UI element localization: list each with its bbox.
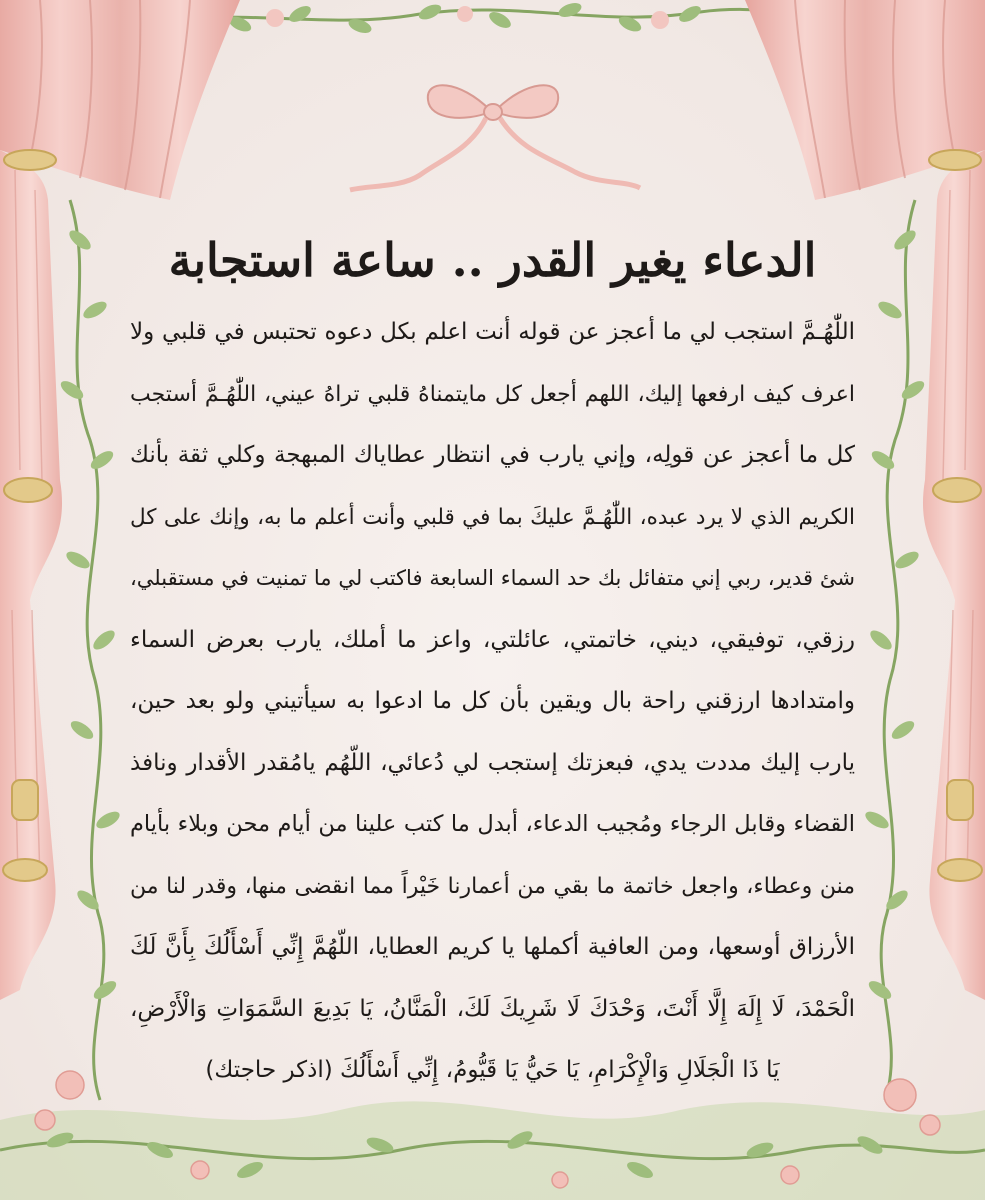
prayer-line: كل ما أعجز عن قولِه، وإني يارب في انتظار عطاياك المبهجة وكلي ثقة بأنك: [130, 442, 855, 468]
left-curtain-top: [0, 0, 240, 200]
prayer-line: يارب إليك مددت يدي، فبعزتك إستجب لي دُعائي، اللّهُم يامُقدر الأقدار ونافذ: [130, 749, 855, 776]
prayer-title: الدعاء يغير القدر .. ساعة استجابة: [168, 233, 817, 287]
ribbon-bow: [350, 85, 640, 190]
prayer-line: يَا ذَا الْجَلَالِ وَالْإِكْرَامِ، يَا حَيُّ يَا قَيُّومُ، إِنِّي أَسْأَلُكَ (اذكر حاجتك): [205, 1057, 780, 1083]
right-curtain-side: [923, 150, 985, 1000]
prayer-line: رزقي، توفيقي، ديني، خاتمتي، عائلتي، واعز ما أملك، يارب بعرض السماء: [130, 626, 855, 653]
prayer-line: منن وعطاء، واجعل خاتمة ما بقي من أعمارنا خَيْراً مما انقضى منها، وقدر لنا من: [130, 873, 855, 899]
prayer-line: القضاء وقابل الرجاء ومُجيب الدعاء، أبدل ما كتب علينا من أيام محن وبلاء بأيام: [130, 811, 855, 837]
prayer-text-block: [130, 220, 855, 1120]
prayer-line: الْحَمْدَ، لَا إِلَهَ إِلَّا أَنْتَ، وَحْدَكَ لَا شَرِيكَ لَكَ، الْمَنَّانُ، يَا بَدِيعَ السَّمَوَاتِ وَالْأَرْضِ،: [130, 995, 855, 1022]
top-leaves: [177, 0, 704, 35]
top-vine: [150, 9, 840, 22]
prayer-line: شئ قدير، ربي إني متفائل بك حد السماء السابعة فاكتب لي ما تمنيت في مستقبلي،: [130, 566, 855, 590]
left-curtain-side: [0, 150, 62, 1000]
top-roses: [266, 6, 669, 29]
prayer-line: اعرف كيف ارفعها إليك، اللهم أجعل كل مايتمناهُ قلبي تراهُ عيني، اللّٰهُـمَّ أستجب: [130, 381, 855, 407]
prayer-line: وامتدادها ارزقني راحة بال ويقين بأن كل ما ادعوا به سيأتيني ولو بعد حين،: [130, 688, 855, 714]
prayer-line: اللّٰهُـمَّ استجب لي ما أعجز عن قوله أنت اعلم بكل دعوه تحتبس في قلبي ولا: [130, 319, 855, 345]
prayer-body: [130, 302, 855, 1102]
prayer-line: الكريم الذي لا يرد عبده، اللّٰهُـمَّ عليكَ بما في قلبي وأنت أعلم ما به، وإنك على كل: [130, 504, 855, 530]
right-curtain-top: [745, 0, 985, 200]
prayer-line: الأرزاق أوسعها، ومن العافية أكملها يا كريم العطايا، اللّهُمَّ إِنِّي أَسْأَلُكَ بِأَنَّ لَكَ: [130, 934, 855, 960]
